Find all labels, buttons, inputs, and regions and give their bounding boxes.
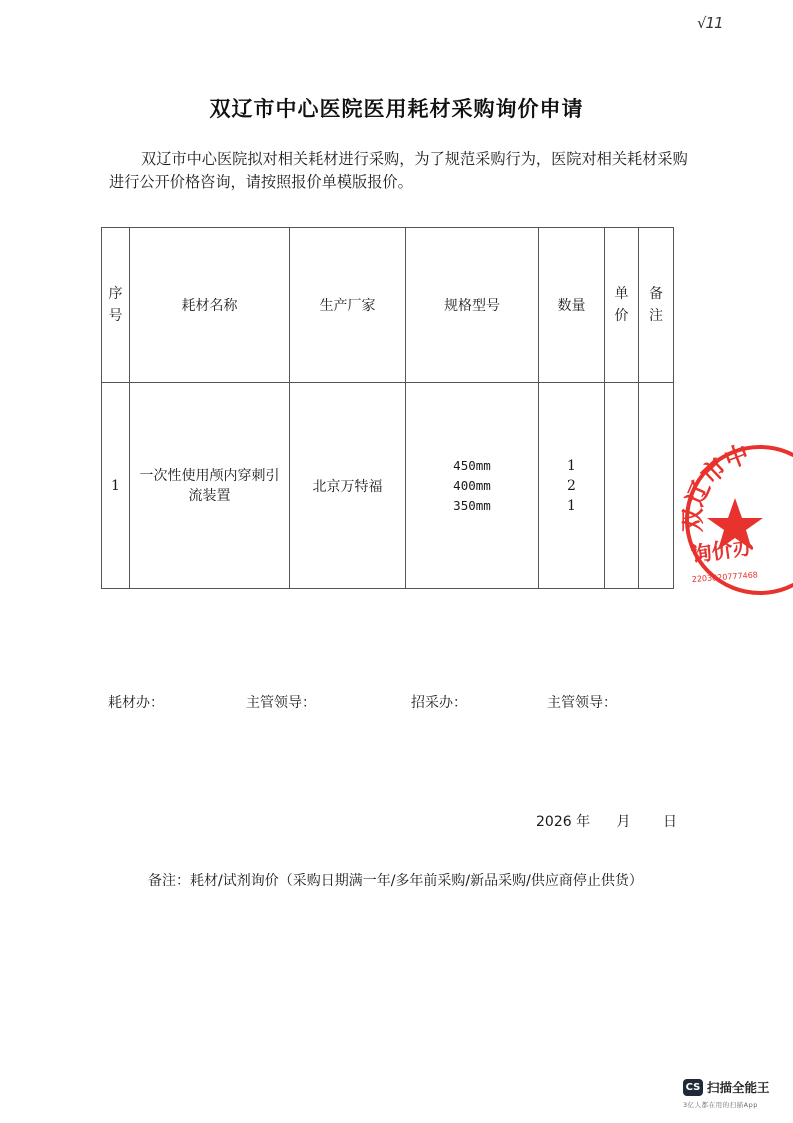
cell-spec: 450mm 400mm 350mm: [406, 383, 539, 589]
sign-supervisor-1: 主管领导：: [246, 695, 316, 711]
header-price: 单 价: [605, 228, 639, 383]
svg-text:询价办: 询价办: [689, 534, 756, 567]
sign-supervisor-2: 主管领导：: [547, 695, 617, 711]
svg-text:双辽市中: 双辽市中: [680, 440, 753, 533]
header-name: 耗材名称: [130, 228, 290, 383]
date-day: 日: [663, 814, 677, 830]
table-row: [102, 383, 674, 589]
sign-procurement-office: 招采办：: [411, 695, 467, 711]
header-qty: 数量: [539, 228, 605, 383]
sign-consumables-office: 耗材办：: [108, 695, 164, 711]
header-spec: 规格型号: [406, 228, 539, 383]
footnote: 备注：耗材/试剂询价（采购日期满一年/多年前采购/新品采购/供应商停止供货）: [148, 873, 643, 889]
cell-remark[interactable]: [639, 383, 674, 589]
date-month: 月: [616, 814, 631, 830]
quotation-table: [101, 227, 674, 589]
date-year: 2026 年: [536, 814, 591, 830]
cell-price[interactable]: [605, 383, 639, 589]
header-seq: 序 号: [102, 228, 130, 383]
document-title: 双辽市中心医院医用耗材采购询价申请: [209, 97, 584, 121]
watermark-tagline: 3亿人都在用的扫描App: [683, 1101, 758, 1109]
cell-manufacturer: 北京万特福: [290, 383, 406, 589]
cell-seq: 1: [102, 383, 130, 589]
cell-name: 一次性使用颅内穿刺引流装置: [130, 383, 290, 589]
page-number-mark: √11: [697, 14, 723, 32]
watermark-app-name: 扫描全能王: [707, 1080, 770, 1095]
date-line: [536, 811, 677, 831]
header-remark: 备 注: [639, 228, 674, 383]
camscanner-logo-icon: CS: [683, 1079, 703, 1096]
cell-qty: 1 2 1: [539, 383, 605, 589]
header-manufacturer: 生产厂家: [290, 228, 406, 383]
table-header-row: [102, 228, 674, 383]
scanner-watermark: [683, 1078, 783, 1109]
intro-paragraph: 双辽市中心医院拟对相关耗材进行采购，为了规范采购行为，医院对相关耗材采购进行公开价格咨询，请按照报价单模版报价。: [109, 150, 688, 191]
svg-text:2203820777468: 2203820777468: [691, 570, 759, 584]
official-seal-stamp: [680, 440, 793, 600]
